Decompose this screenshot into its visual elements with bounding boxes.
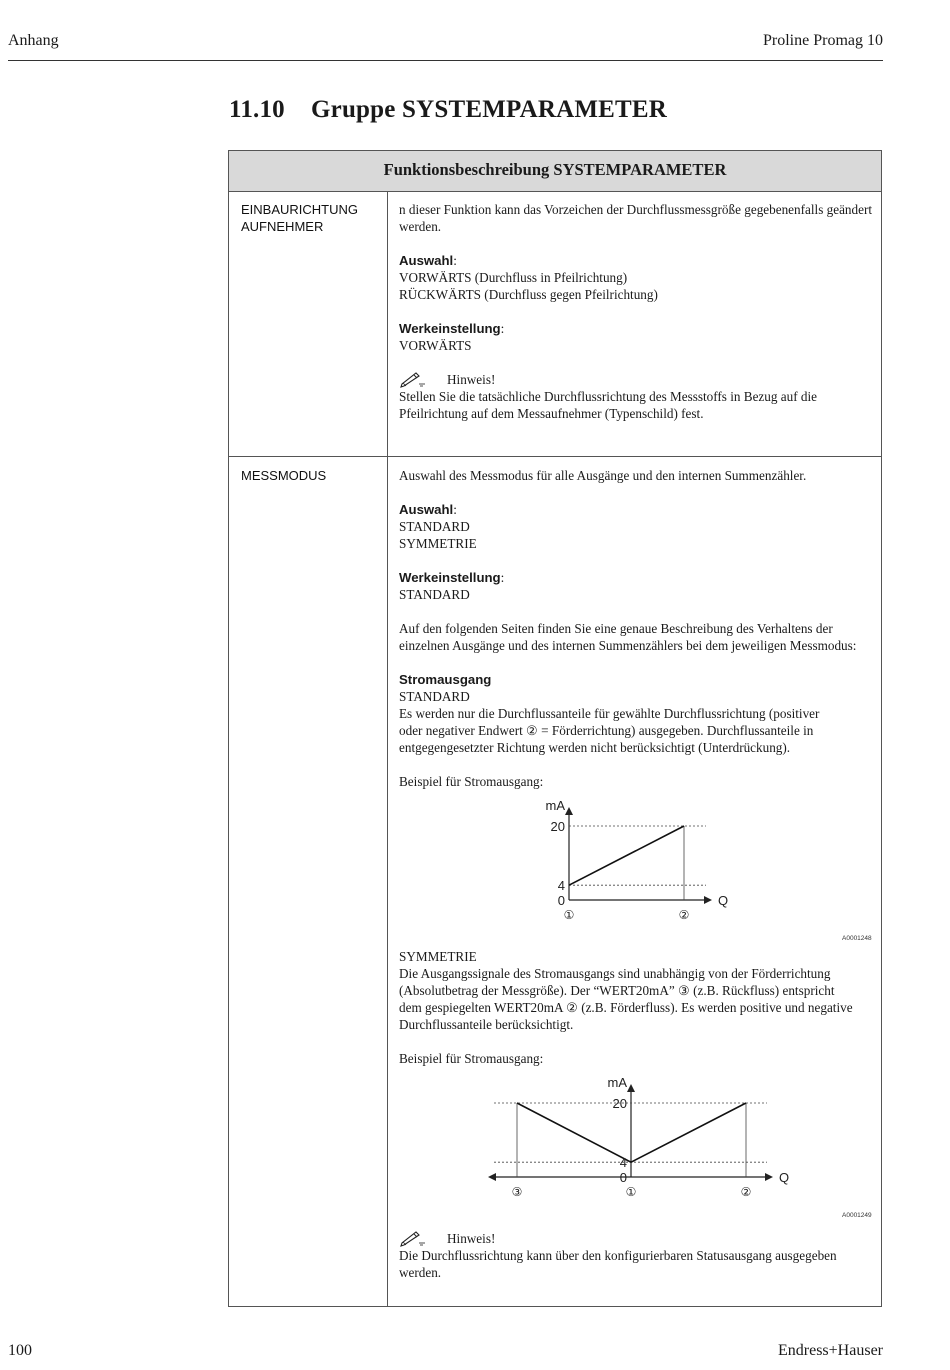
default-block: Werkeinstellung: VORWÄRTS bbox=[399, 320, 874, 354]
standard-label: STANDARD bbox=[399, 689, 470, 704]
x-axis-arrow bbox=[704, 896, 712, 904]
running-header-section: Anhang bbox=[8, 32, 59, 49]
figure-id: A0001249 bbox=[842, 1212, 872, 1219]
y-axis-arrow bbox=[627, 1084, 635, 1092]
auswahl-label: Auswahl bbox=[399, 502, 454, 517]
param-name-line: AUFNEHMER bbox=[241, 219, 324, 234]
option-symmetrie: SYMMETRIE bbox=[399, 536, 477, 551]
note-block bbox=[399, 371, 874, 422]
pencil-note-icon bbox=[399, 1230, 427, 1247]
selection-block: Auswahl: STANDARD SYMMETRIE bbox=[399, 501, 874, 552]
figure-id: A0001248 bbox=[842, 935, 872, 942]
selection-block: Auswahl: VORWÄRTS (Durchfluss in Pfeilrichtung) RÜCKWÄRTS (Durchfluss gegen Pfeilrichtung) bbox=[399, 252, 874, 303]
symmetrie-block bbox=[399, 948, 874, 1033]
default-value: VORWÄRTS bbox=[399, 338, 472, 353]
option-standard: STANDARD bbox=[399, 519, 470, 534]
chart-standard bbox=[399, 798, 874, 948]
param-description bbox=[399, 467, 874, 1298]
standard-block bbox=[399, 671, 874, 756]
table-header: Funktionsbeschreibung SYSTEMPARAMETER bbox=[229, 151, 881, 192]
example-caption: Beispiel für Stromausgang: bbox=[399, 774, 544, 789]
function-table bbox=[228, 150, 882, 1307]
header-rule bbox=[8, 60, 883, 61]
table-row-einbaurichtung bbox=[229, 191, 881, 457]
x-marker-label: ② bbox=[740, 1185, 752, 1199]
following-pages-text bbox=[399, 620, 874, 654]
note-label: Hinweis! bbox=[447, 1231, 496, 1246]
option-rueckwaerts: RÜCKWÄRTS (Durchfluss gegen Pfeilrichtung) bbox=[399, 287, 658, 302]
y-tick-label: 4 bbox=[557, 878, 565, 894]
param-name-line: EINBAURICHTUNG bbox=[241, 202, 359, 217]
text-line: Durchflussanteile berücksichtigt. bbox=[399, 1017, 574, 1032]
y-tick-label: 20 bbox=[612, 1096, 627, 1111]
werkeinstellung-label: Werkeinstellung bbox=[399, 570, 501, 585]
text-line: dem gespiegelten WERT20mA ② (z.B. Förderfluss). Es werden positive und negative bbox=[399, 1000, 853, 1015]
text-line: n dieser Funktion kann das Vorzeichen der Durchflussmessgröße gegebenenfalls geändert bbox=[399, 202, 873, 217]
table-row-messmodus bbox=[229, 457, 881, 1306]
x-marker-label: ① bbox=[625, 1185, 637, 1199]
y-tick-label: 0 bbox=[557, 893, 565, 908]
text-line: entgegengesetzter Richtung werden nicht berücksichtigt (Unterdrückung). bbox=[399, 740, 791, 755]
text-line: Pfeilrichtung auf dem Messaufnehmer (Typenschild) fest. bbox=[399, 406, 704, 421]
text-line: oder negativer Endwert ② = Förderrichtung) ausgegeben. Durchflussanteile in bbox=[399, 723, 814, 738]
series-line bbox=[569, 826, 684, 885]
intro-text bbox=[399, 201, 874, 235]
intro-text: Auswahl des Messmodus für alle Ausgänge und den internen Summenzähler. bbox=[399, 468, 807, 483]
x-axis-label: Q bbox=[718, 893, 729, 908]
y-axis-arrow bbox=[565, 807, 573, 815]
text-line: Die Ausgangssignale des Stromausgangs sind unabhängig von der Förderrichtung bbox=[399, 966, 831, 981]
text-line: Es werden nur die Durchflussanteile für gewählte Durchflussrichtung (positiver bbox=[399, 706, 820, 721]
y-tick-label: 20 bbox=[550, 819, 565, 834]
y-axis-label: mA bbox=[607, 1075, 627, 1090]
x-axis-label: Q bbox=[779, 1170, 790, 1185]
text-line: werden. bbox=[399, 1265, 442, 1280]
chart-symmetrie bbox=[399, 1075, 874, 1228]
example-caption: Beispiel für Stromausgang: bbox=[399, 1051, 544, 1066]
text-line: (Absolutbetrag der Messgröße). Der “WERT20mA” ③ (z.B. Rückfluss) entspricht bbox=[399, 983, 835, 998]
stromausgang-heading: Stromausgang bbox=[399, 672, 492, 687]
section-title: Gruppe SYSTEMPARAMETER bbox=[311, 96, 668, 123]
running-header-product: Proline Promag 10 bbox=[763, 32, 883, 49]
footer-brand: Endress+Hauser bbox=[778, 1342, 883, 1359]
default-value: STANDARD bbox=[399, 587, 470, 602]
text-line: Die Durchflussrichtung kann über den konfigurierbaren Statusausgang ausgegeben bbox=[399, 1248, 837, 1263]
auswahl-label: Auswahl bbox=[399, 253, 454, 268]
page-number: 100 bbox=[8, 1342, 32, 1359]
param-name-einbaurichtung bbox=[241, 201, 381, 235]
y-axis-label: mA bbox=[545, 798, 565, 813]
y-tick-label: 0 bbox=[619, 1170, 627, 1185]
text-line: werden. bbox=[399, 219, 442, 234]
default-block: Werkeinstellung: STANDARD bbox=[399, 569, 874, 603]
x-marker-label: ① bbox=[563, 908, 575, 922]
chart-standard-svg bbox=[399, 798, 874, 938]
symmetrie-label: SYMMETRIE bbox=[399, 949, 477, 964]
x-axis-arrow bbox=[765, 1173, 773, 1181]
y-tick-label: 4 bbox=[619, 1155, 627, 1171]
x-marker-label: ② bbox=[678, 908, 690, 922]
x-axis-arrow-left bbox=[488, 1173, 496, 1181]
section-heading bbox=[229, 96, 667, 124]
note-label: Hinweis! bbox=[447, 372, 496, 387]
option-vorwaerts: VORWÄRTS (Durchfluss in Pfeilrichtung) bbox=[399, 270, 628, 285]
text-line: Stellen Sie die tatsächliche Durchflussrichtung des Messstoffs in Bezug auf die bbox=[399, 389, 818, 404]
werkeinstellung-label: Werkeinstellung bbox=[399, 321, 501, 336]
note-block bbox=[399, 1230, 874, 1281]
section-number: 11.10 bbox=[229, 96, 285, 123]
pencil-note-icon bbox=[399, 371, 427, 388]
param-description bbox=[399, 201, 874, 439]
text-line: Auf den folgenden Seiten finden Sie eine genaue Beschreibung des Verhaltens der bbox=[399, 621, 833, 636]
param-name-line: MESSMODUS bbox=[241, 468, 327, 483]
param-name-messmodus bbox=[241, 467, 381, 484]
text-line: einzelnen Ausgänge und des internen Summenzählers bei dem jeweiligen Messmodus: bbox=[399, 638, 857, 653]
x-marker-label: ③ bbox=[511, 1185, 523, 1199]
chart-symmetrie-svg bbox=[399, 1075, 874, 1215]
